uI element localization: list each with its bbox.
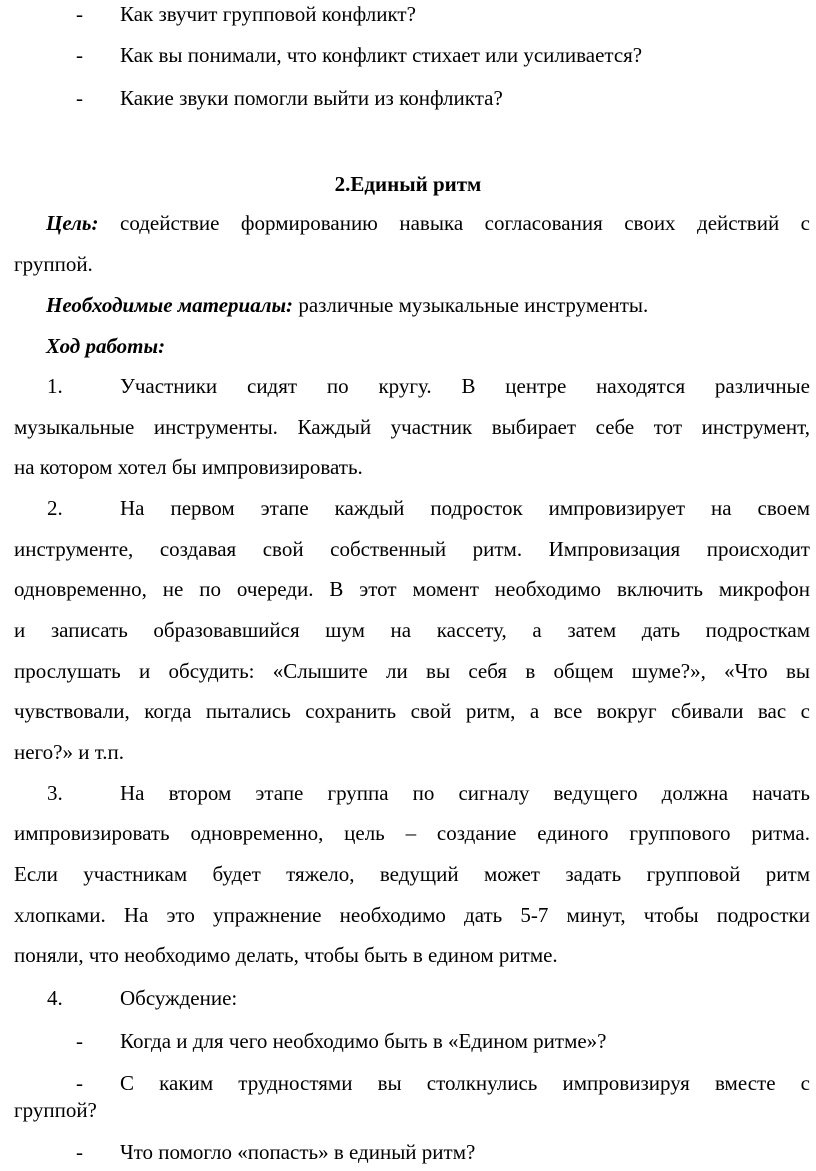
list-dash: - (76, 2, 83, 26)
step-item (14, 494, 810, 522)
step-text: Обсуждение: (120, 986, 238, 1010)
step-number: 1. (47, 374, 63, 398)
step-item (14, 372, 810, 400)
question-text: Какие звуки помогли выйти из конфликта? (120, 86, 503, 110)
question-item (14, 41, 810, 69)
step-number: 4. (47, 986, 63, 1010)
goal-label: Цель: (46, 211, 99, 235)
step-text-line: прослушать и обсудить: «Слышите ли вы себя в общем шуме?», «Что вы (14, 659, 810, 683)
step-text-line: него?» и т.п. (14, 740, 125, 764)
step-number: 3. (47, 781, 63, 805)
step-text: На втором этапе группа по сигналу ведущего должна начать (120, 781, 810, 805)
discussion-text: С каким трудностями вы столкнулись импровизируя вместе с (120, 1071, 810, 1095)
discussion-item (14, 1027, 810, 1055)
step-text-line: музыкальные инструменты. Каждый участник выбирает себе тот инструмент, (14, 415, 810, 439)
step-text: На первом этапе каждый подросток импровизирует на своем (120, 496, 810, 520)
step-text-line: на котором хотел бы импровизировать. (14, 455, 363, 479)
step-item (14, 779, 810, 807)
discussion-text: Что помогло «попасть» в единый ритм? (120, 1140, 476, 1164)
step-text-line: одновременно, не по очереди. В этот момент необходимо включить микрофон (14, 577, 810, 601)
list-dash: - (76, 1029, 83, 1053)
question-item (14, 0, 810, 28)
step-text: Участники сидят по кругу. В центре находятся различные (120, 374, 810, 398)
list-dash: - (76, 43, 83, 67)
step-text-line: Если участникам будет тяжело, ведущий может задать групповой ритм (14, 862, 810, 886)
step-text-line: поняли, что необходимо делать, чтобы быть в едином ритме. (14, 943, 558, 967)
materials-label: Необходимые материалы: (46, 293, 294, 317)
section-heading: 2.Единый ритм (334, 172, 482, 196)
discussion-item (14, 1138, 810, 1166)
step-number: 2. (47, 496, 63, 520)
list-dash: - (76, 86, 83, 110)
step-text-line: импровизировать одновременно, цель – создание единого группового ритма. (14, 821, 810, 845)
list-dash: - (76, 1071, 83, 1095)
question-text: Как звучит групповой конфликт? (120, 2, 416, 26)
step-text-line: хлопками. На это упражнение необходимо дать 5-7 минут, чтобы подростки (14, 903, 810, 927)
discussion-item (14, 1069, 810, 1097)
materials-paragraph (46, 291, 810, 319)
question-item (14, 84, 810, 112)
procedure-label: Ход работы: (46, 334, 166, 358)
step-text-line: инструменте, создавая свой собственный ритм. Импровизация происходит (14, 537, 810, 561)
goal-text: содействие формированию навыка согласования своих действий с (120, 211, 810, 235)
goal-text-continuation: группой. (14, 252, 93, 276)
question-text: Как вы понимали, что конфликт стихает или усиливается? (120, 43, 643, 67)
step-text-line: и записать образовавшийся шум на кассету, а затем дать подросткам (14, 618, 810, 642)
step-text-line: чувствовали, когда пытались сохранить свой ритм, а все вокруг сбивали вас с (14, 699, 810, 723)
step-item (14, 984, 810, 1012)
discussion-text: Когда и для чего необходимо быть в «Едином ритме»? (120, 1029, 607, 1053)
materials-text: различные музыкальные инструменты. (298, 293, 649, 317)
goal-paragraph-line (46, 209, 810, 237)
discussion-text-continuation: группой? (14, 1098, 97, 1122)
list-dash: - (76, 1140, 83, 1164)
